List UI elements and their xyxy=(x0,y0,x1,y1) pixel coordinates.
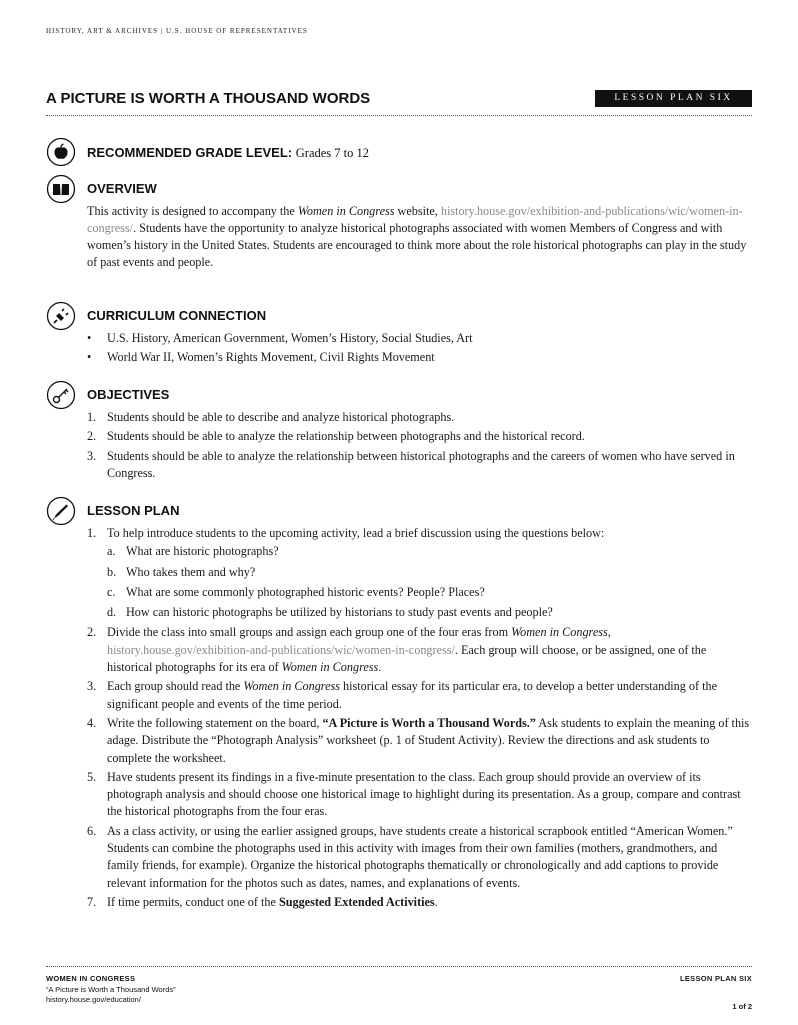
list-item: d. How can historic photographs be utilized by historians to study past events and people? xyxy=(107,605,553,620)
list-item: 1. Students should be able to describe and analyze historical photographs. xyxy=(87,410,455,424)
list-item: 5. Have students present its findings in a five-minute presentation to the class. Each group should provide an overview of its photograph analysis and should choose one historical image to highlight during its presentation. As a group, compare and contrast the historical photographs from the four eras. xyxy=(87,769,741,819)
curriculum-heading: CURRICULUM CONNECTION xyxy=(87,308,267,323)
list-item: 1. To help introduce students to the upcoming activity, lead a brief discussion using the questions below: a. What are historic photographs? b. Who takes them and why? c. What are some commonly photographed historic events? People? Places? d. How can historic photographs be utilized by historians to study past events and people? xyxy=(87,525,752,621)
list-item: b. Who takes them and why? xyxy=(107,564,256,579)
key-icon xyxy=(46,380,76,410)
lesson-plan-list xyxy=(87,525,752,913)
list-item: 3. Students should be able to analyze the relationship between historical photographs and the careers of women who have served in Congress. xyxy=(87,448,735,480)
lesson-link[interactable]: history.house.gov/exhibition-and-publications/wic/women-in-congress/ xyxy=(107,642,455,657)
pen-icon xyxy=(46,496,76,526)
grade-level-label: RECOMMENDED GRADE LEVEL: xyxy=(87,145,293,160)
list-item: • U.S. History, American Government, Women’s History, Social Studies, Art xyxy=(87,331,473,345)
list-item: 4. Write the following statement on the board, “A Picture is Worth a Thousand Words.” Ask students to explain the meaning of this adage. Distribute the “Photograph Analysis” worksheet (p. 1 of Student Activity). Review the directions and ask students to complete the worksheet. xyxy=(87,715,750,765)
list-item: a. What are historic photographs? xyxy=(107,544,279,559)
list-item: 2. Divide the class into small groups and assign each group one of the four eras from Women in Congress, history.house.gov/exhibition-and-publications/wic/women-in-congress/. Each group will choose, or be assigned, one of the historical photographs for its era of Women in Congress. xyxy=(87,625,707,675)
list-item: 2. Students should be able to analyze the relationship between photographs and the historical record. xyxy=(87,429,585,444)
footer-info xyxy=(46,974,176,1006)
grade-level-row xyxy=(87,145,369,161)
book-icon xyxy=(46,174,76,204)
grade-level-value: Grades 7 to 12 xyxy=(295,146,369,160)
list-item: 3. Each group should read the Women in Congress historical essay for its particular era, to develop a better understanding of the significant people and events of the time period. xyxy=(87,679,718,711)
site-header-text: HISTORY, ART & ARCHIVES | U.S. HOUSE OF REPRESENTATIVES xyxy=(46,27,308,35)
page-title: A PICTURE IS WORTH A THOUSAND WORDS xyxy=(46,90,371,107)
list-item: 7. If time permits, conduct one of the Suggested Extended Activities. xyxy=(87,894,438,909)
footer-divider xyxy=(46,966,752,967)
apple-icon xyxy=(46,137,76,167)
plug-icon xyxy=(46,301,76,331)
overview-link[interactable]: history.house.gov/exhibition-and-publications/wic/women-in-congress/ xyxy=(87,204,743,235)
overview-paragraph: This activity is designed to accompany the Women in Congress website, history.house.gov/exhibition-and-publications/wic/women-in-congress/. Students have the opportunity to analyze historical photographs associated with women Members of Congress and with women’s history in the United States. Students are encouraged to think more about the role historical photographs can play in the study of past events and people. xyxy=(87,204,747,269)
discussion-questions xyxy=(107,543,752,621)
footer-lesson-label: LESSON PLAN SIX xyxy=(679,974,752,983)
overview-heading: OVERVIEW xyxy=(87,181,157,196)
title-divider xyxy=(46,115,752,116)
footer-subtitle: “A Picture is Worth a Thousand Words” xyxy=(46,984,176,994)
page-number: 1 of 2 xyxy=(732,1002,752,1011)
curriculum-list xyxy=(87,330,752,369)
footer-url[interactable]: history.house.gov/education/ xyxy=(46,995,141,1004)
lesson-plan-heading: LESSON PLAN xyxy=(87,503,180,518)
lesson-plan-badge: LESSON PLAN SIX xyxy=(595,90,752,107)
objectives-heading: OBJECTIVES xyxy=(87,387,170,402)
objectives-list xyxy=(87,409,752,484)
list-item: 6. As a class activity, or using the earlier assigned groups, have students create a historical scrapbook entitled “American Women.” Students can combine the photographs used in this activity with images from their own families (mothers, grandmothers, and family friends, for example). Organize the historical photographs thematically or chronologically and add captions to provide relevant information for the photos such as dates, names, and explanations of events. xyxy=(87,823,733,890)
list-item: c. What are some commonly photographed historic events? People? Places? xyxy=(107,584,485,599)
list-item: • World War II, Women’s Rights Movement, Civil Rights Movement xyxy=(87,350,435,365)
footer-title: WOMEN IN CONGRESS xyxy=(46,974,136,983)
